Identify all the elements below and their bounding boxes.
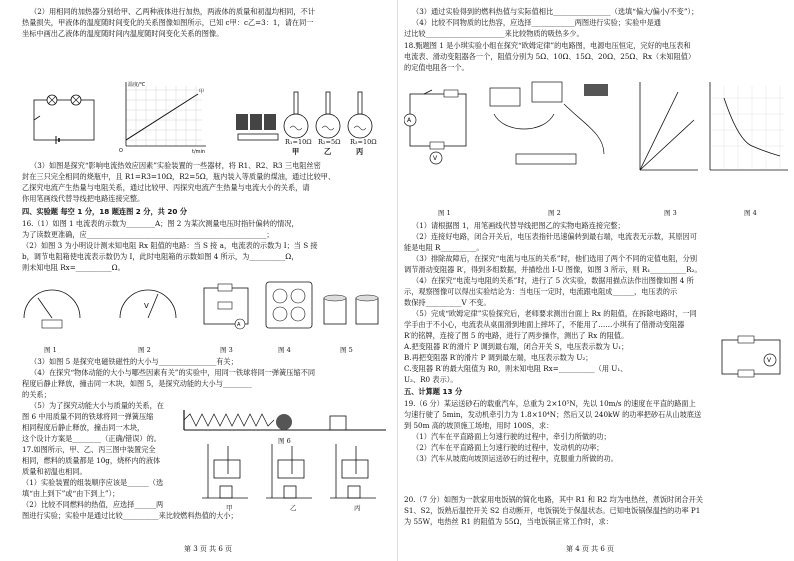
text-line: 到 50m 高的坡顶施工场地，用时 100S，求：: [404, 421, 554, 430]
text-line: （5）完成“欧姆定律”实验探究后，老师要求测出台面上 Rx 的阻值，在拆除电路时，一同: [412, 309, 697, 318]
figure-caption: 图 2: [548, 209, 561, 217]
text-line: 19.（6 分）某运送砂石的载重汽车，总重为 2×10⁵N，先以 10m/s 的速度在平直的路面上: [404, 399, 696, 408]
text-line: 的定值电阻各一个。: [404, 63, 469, 72]
text-line: （2）用相同的加热器分别给甲、乙两种液体进行加热，两液体的质量和初温均相同，不计: [30, 7, 315, 16]
text-line: 18.甄题图 1 是小琪实验小组在探究“欧姆定律”的电路图，电源电压恒定，完好的电压表和: [404, 41, 691, 50]
section-heading: 五、计算题 13 分: [404, 387, 463, 396]
text-line: S1、S2，饭熟后温控开关 S2 自动断开，电饭锅处于保温状态。已知电饭锅保温挡的功率 P1: [404, 506, 701, 515]
text-line: 为 55W，电热丝 R1 的阻值为 55Ω，当电饭锅正常工作时，求：: [404, 517, 613, 526]
apparatus-label-1: 甲: [292, 147, 300, 156]
text-line: （1）请根据图 1，用笔画线代替导线把图乙的实物电路连接完整；: [412, 221, 625, 230]
text-line: （4）比较不同物质的比热容，应选择____________两图进行实验；实验中是通: [412, 18, 661, 27]
fig17-label: 丙: [354, 504, 361, 512]
text-line: U₂、R0 表示）。: [404, 375, 458, 384]
text-line: （3）如图是探究“影响电流热效应因素”实验装置的一些器材，将 R1、R2、R3 三电阻丝密: [30, 161, 321, 170]
text-line: （4）在探究“电流与电阻的关系”时，进行了 5 次实验，数据用描点法作出图像如图 4 所: [412, 276, 694, 285]
fig17-label: 甲: [226, 504, 233, 512]
text-line: 相同程度后静止释放，撞击同一木块，: [22, 423, 145, 432]
svg-text:V: V: [433, 155, 438, 162]
figure-caption: 图 2: [138, 346, 151, 354]
figure-caption: 图 3: [664, 209, 677, 217]
svg-text:V: V: [144, 302, 149, 310]
figure-caption: 图 5: [340, 346, 353, 354]
svg-text:A: A: [237, 322, 241, 328]
text-line: 学手由于不小心，电流表从桌面滑到地面上摔坏了，不能用了……小琪有了借滑动变阻器: [404, 320, 685, 329]
temperature-time-graph: [112, 80, 210, 155]
text-line: 过比较______________________来比较物质的吸热多少。: [404, 29, 584, 38]
spring-ball-figure: [180, 402, 390, 438]
graph-line-label: 甲: [199, 89, 205, 95]
text-line: 示，观察图像可以得出实验结论为：当电压一定时，电流跟电阻成______，电压表的示: [404, 287, 678, 296]
text-line: （5）为了探究动能大小与质量的关系，在: [30, 401, 164, 410]
text-line: 相同，燃料的质量都是 10g，烧杯内的液体: [22, 456, 161, 465]
text-line: 的关系；: [22, 390, 51, 399]
text-line: B.再把变阻器 R′的滑片 P 调到最左端，电压表示数为 U₂；: [404, 353, 593, 362]
resistor-label-3: R₃=10Ω: [350, 138, 377, 146]
text-line: 为了读数更准确，应__________________________________________________；: [22, 230, 274, 239]
graph-axis-x: t/min: [192, 149, 206, 155]
text-line: 这个设计方案是________（正确/错误）的。: [22, 434, 161, 443]
text-line: 电流表、滑动变阻器各一个，阻值分别为 5Ω、10Ω、15Ω、20Ω、25Ω、Rx（未知阻值）: [404, 52, 696, 61]
svg-text:A: A: [407, 117, 412, 124]
text-line: 20.（7 分）如图为一款家用电饭锅的简化电路，其中 R1 和 R2 均为电热丝，煮饭时闭合开关: [404, 495, 703, 504]
text-line: A.把变阻器 R′的滑片 P 调到最右端，闭合开关 S，电压表示数为 U₁；: [404, 342, 629, 351]
figure-row-16: [18, 278, 390, 340]
text-line: 乙探究电流产生热量与电阻关系，通过比较甲、丙探究电流产生热量与电流大小的关系，请: [22, 183, 310, 192]
text-line: 数保持__________V 不变。: [404, 298, 491, 307]
page-footer: 第 4 页 共 6 页: [566, 545, 615, 553]
section-heading: 四、实验题 每空 1 分，18 题连图 2 分，共 20 分: [22, 207, 188, 216]
text-line: （3）通过实验得到的燃料热值与实际值相比________________（选填“偏大/偏小/不变”）；: [412, 7, 699, 16]
text-line: 调节滑动变阻器 R′，得到多组数据，并描绘出 I-U 图像，如图 3 所示，则 R₁__________R₂。: [404, 265, 702, 274]
text-line: 能是电阻 R__________。: [404, 243, 484, 252]
apparatus-label-3: 丙: [356, 147, 364, 156]
text-line: （1）实验装置的组装顺序应该是______（选: [22, 478, 164, 487]
fig17-label: 乙: [290, 504, 297, 512]
resistor-label-2: R₂=5Ω: [318, 138, 341, 146]
text-line: （2）如图 3 为小明设计测未知电阻 Rx 阻值的电路：当 S 接 a，电流表的示数为 I；当 S 接: [22, 241, 318, 250]
figure-caption: 图 1: [438, 209, 451, 217]
text-line: 程度后静止释放，撞击同一木块，如图 5，是探究动能的大小与________: [22, 379, 252, 388]
page-footer: 第 3 页 共 6 页: [184, 545, 233, 553]
page-4: [397, 0, 794, 561]
text-line: （3）排除故障后，在探究“电流与电压的关系”时，他们选用了两个不同的定值电阻，分别: [412, 254, 698, 263]
figure-caption: 图 1: [44, 346, 57, 354]
text-line: 热量损失，甲液体的温度随时间变化的关系图像如图所示，已知 c甲：c乙=3：1，请在同一: [22, 18, 314, 27]
text-line: 质量和初温也相同。: [22, 467, 87, 476]
apparatus-label-2: 乙: [324, 147, 332, 156]
text-line: b，调节电阻箱使电流表示数仍为 I，此时电阻箱的示数如图 4 所示，为__________Ω，: [22, 252, 299, 261]
text-line: （3）如图 5 是探究电磁铁磁性的大小与________________有关；: [30, 357, 238, 366]
text-line: （3）汽车从坡底向坡顶运送砂石的过程中，克服重力所做的功。: [412, 454, 618, 463]
figure-caption: 图 4: [744, 209, 757, 217]
text-line: （2）比较不同燃料的热值，应选择______两: [22, 500, 164, 509]
figure-row-18: [404, 74, 790, 204]
figure-caption: 图 3: [220, 346, 233, 354]
resistor-label-1: R₁=10Ω: [285, 138, 312, 146]
text-line: R′的铭牌，连接了图 5 的电路，进行了两步操作，测出了 Rx 的阻值。: [404, 331, 629, 340]
text-line: 图进行实验；实验中是通过比较__________来比较燃料热值的大小；: [22, 511, 238, 520]
text-line: 封在三只完全相同的烧瓶中，且 R1=R3=10Ω，R2=5Ω，瓶内装入等质量的煤油，通过比较甲、: [22, 172, 336, 181]
text-line: 坐标中画出乙液体的温度随时间内温度随时间变化关系的图像。: [22, 29, 224, 38]
graph-axis-title: 温度/℃: [128, 82, 146, 88]
text-line: （4）在探究“物体动能的大小与哪些因素有关”的实验中，用同一铁球将同一弹簧压缩不同: [30, 368, 316, 377]
text-line: 你用笔画线代替导线把电路连接完整。: [22, 194, 145, 203]
text-line: 则未知电阻 Rx=__________Ω。: [22, 263, 125, 272]
text-line: （2）连接好电路，闭合开关后，电压表指针迅速偏转到最右端，电流表无示数，其原因可: [412, 232, 697, 241]
figure-caption: 图 4: [278, 346, 291, 354]
text-line: 16.（1）如图 1 电流表的示数为________A；图 2 为某次测量电压时指针偏转的情况，: [22, 219, 299, 228]
figure-caption: 图 6: [278, 437, 291, 445]
text-line: （1）汽车在平直路面上匀速行驶的过程中，牵引力所做的功；: [412, 432, 611, 441]
figure-5-circuit: [716, 334, 790, 380]
text-line: C.变阻器 R′的最大阻值为 R0，则未知电阻 Rx=__________（用 U₁、: [404, 364, 628, 373]
fuel-heating-figure: [200, 440, 390, 502]
graph-origin: O: [119, 148, 123, 154]
text-line: 图 6 中用质量不同的铁球将同一弹簧压缩: [22, 412, 154, 421]
text-line: 17.如图所示，甲、乙、丙三图中装置完全: [22, 445, 156, 454]
circuit-diagram: [26, 92, 106, 150]
text-line: 匀速行驶了 5min，发动机牵引力为 1.8×10⁴N；然后又以 240kW 的功率把砂石从山坡底送: [404, 410, 702, 419]
text-line: 填“由上到下”或“由下到上”）；: [22, 489, 120, 498]
svg-text:V: V: [767, 357, 772, 364]
text-line: （2）汽车在平直路面上匀速行驶的过程中，发动机的功率；: [412, 443, 604, 452]
